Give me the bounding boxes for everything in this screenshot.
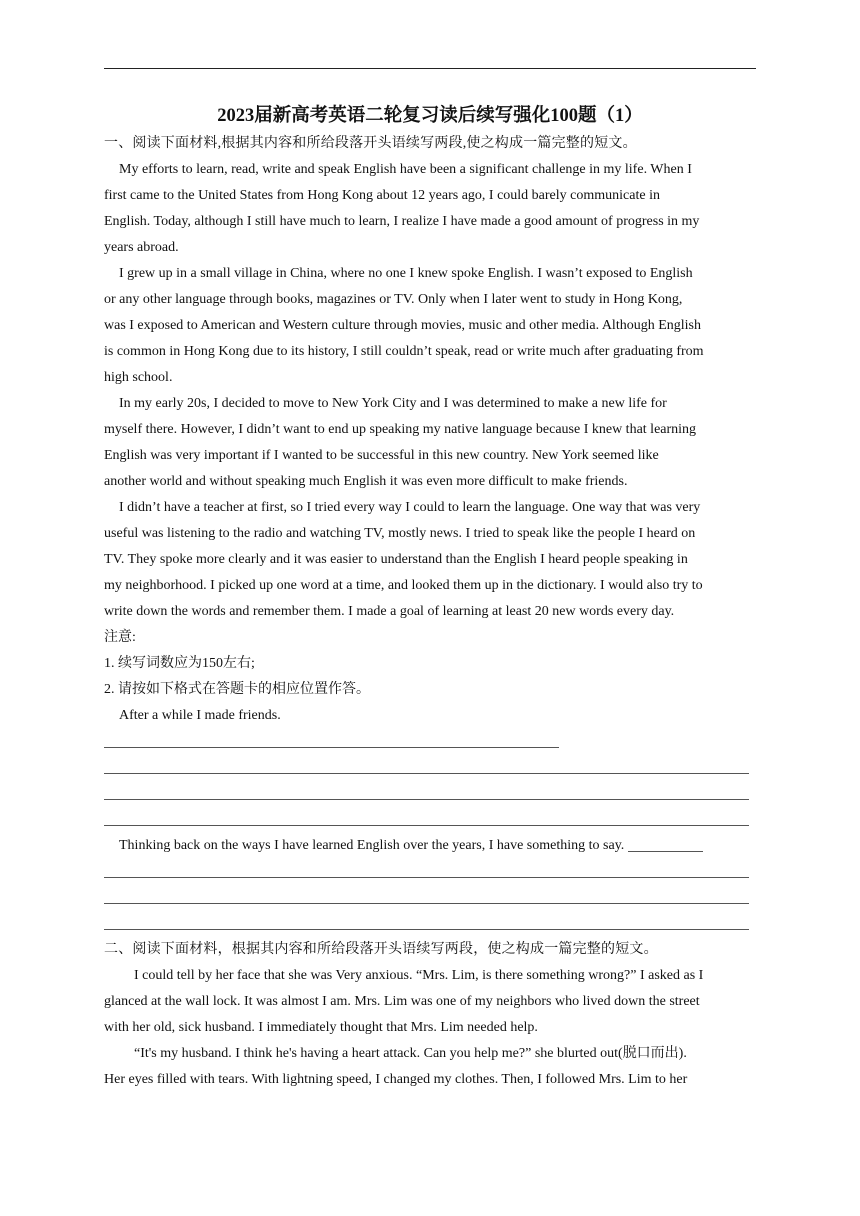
passage2-line: glanced at the wall lock. It was almost I am. Mrs. Lim was one of my neighbors who lived down the street [104,994,700,1009]
answer-line[interactable] [104,885,756,911]
note-word-count: 1. 续写词数应为150左右; [104,656,255,671]
passage1-line: is common in Hong Kong due to its history, I still couldn’t speak, read or write much after graduating from [104,344,704,359]
section2-heading: 二、阅读下面材料，根据其内容和所给段落开头语续写两段，使之构成一篇完整的短文。 [104,942,658,957]
passage2-line: I could tell by her face that she was Very anxious. “Mrs. Lim, is there something wrong?” I asked as I [134,968,704,983]
passage2-line: with her old, sick husband. I immediately thought that Mrs. Lim needed help. [104,1020,538,1035]
passage2-line: Her eyes filled with tears. With lightning speed, I changed my clothes. Then, I followed Mrs. Lim to her [104,1072,688,1087]
answer-line[interactable] [104,911,756,937]
passage1-line: first came to the United States from Hong Kong about 12 years ago, I could barely communicate in [104,188,660,203]
passage1-line: high school. [104,370,173,385]
notes-label: 注意: [104,630,136,645]
passage1-line: years abroad. [104,240,179,255]
passage1-line: English. Today, although I still have much to learn, I realize I have made a good amount of progress in my [104,214,700,229]
passage1-line: useful was listening to the radio and watching TV, mostly news. I tried to speak like the people I heard on [104,526,696,541]
passage1-line: TV. They spoke more clearly and it was easier to understand than the English I heard people speaking in [104,552,688,567]
passage1-line: myself there. However, I didn’t want to end up speaking my native language because I knew that learning [104,422,697,437]
answer-line[interactable] [104,807,756,833]
answer-line[interactable] [104,729,756,755]
paragraph1-opening: After a while I made friends. [119,708,281,723]
passage1-line: I didn’t have a teacher at first, so I tried every way I could to learn the language. One way that was very [119,500,701,515]
section1-heading: 一、阅读下面材料,根据其内容和所给段落开头语续写两段,使之构成一篇完整的短文。 [104,136,637,151]
answer-line[interactable] [104,755,756,781]
document-title: 2023届新高考英语二轮复习读后续写强化100题（1） [217,106,643,126]
passage1-line: My efforts to learn, read, write and speak English have been a significant challenge in my life. When I [119,162,692,177]
passage1-line: English was very important if I wanted to be successful in this new country. New York seemed like [104,448,659,463]
answer-blank-inline[interactable] [628,851,703,852]
passage1-line: or any other language through books, magazines or TV. Only when I later went to study in Hong Kong, [104,292,683,307]
answer-line[interactable] [104,859,756,885]
note-format: 2. 请按如下格式在答题卡的相应位置作答。 [104,682,370,697]
paragraph2-opening: Thinking back on the ways I have learned English over the years, I have something to say. [119,838,625,853]
passage2-line: “It's my husband. I think he's having a heart attack. Can you help me?” she blurted out(脱口而出). [134,1046,687,1061]
passage1-line: another world and without speaking much English it was even more difficult to make friends. [104,474,628,489]
passage1-line: was I exposed to American and Western culture through movies, music and other media. Although English [104,318,701,333]
passage1-line: write down the words and remember them. I made a goal of learning at least 20 new words every day. [104,604,675,619]
document-body [104,131,756,1093]
passage1-line: my neighborhood. I picked up one word at a time, and looked them up in the dictionary. I would also try to [104,578,703,593]
passage1-line: I grew up in a small village in China, where no one I knew spoke English. I wasn’t exposed to English [119,266,693,281]
paragraph2-opening-line [104,833,756,859]
passage1-line: In my early 20s, I decided to move to New York City and I was determined to make a new life for [119,396,667,411]
header-rule [104,68,756,69]
answer-line[interactable] [104,781,756,807]
